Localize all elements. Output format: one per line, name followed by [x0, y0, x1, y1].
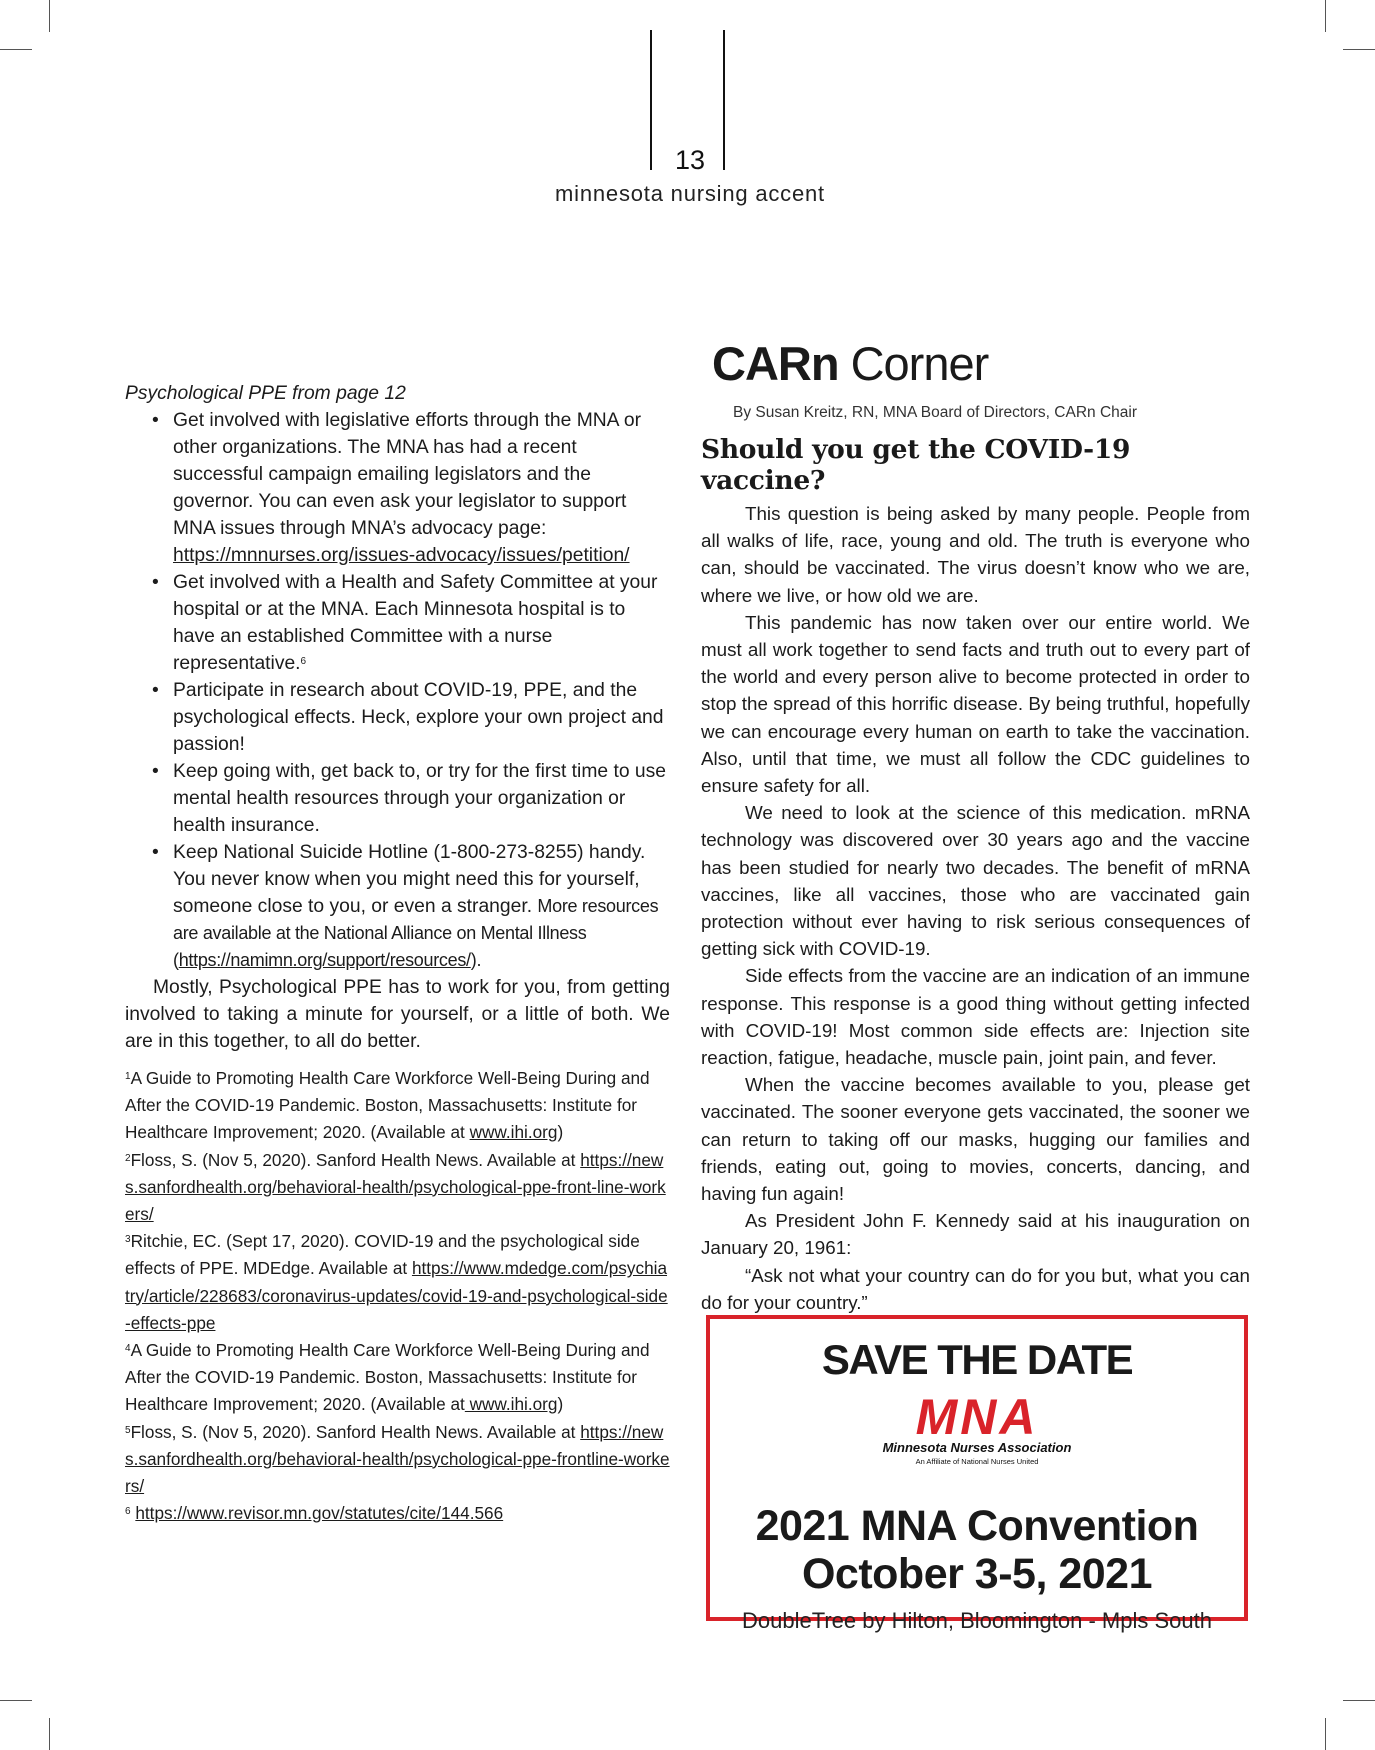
crop-mark [0, 49, 32, 50]
page-number: 13 [674, 145, 706, 175]
byline: By Susan Kreitz, RN, MNA Board of Directors, CARn Chair [733, 404, 1137, 421]
list-item: • Keep National Suicide Hotline (1-800-273-8255) handy. You never know when you might need this for yourself, someone close to you, or even a stranger. More resources are available at the National Alliance on Mental Illness (https://namimn.org/support/resources/). [125, 839, 670, 974]
bullet-list [125, 407, 670, 974]
crop-mark [1343, 49, 1375, 50]
paragraph: This question is being asked by many people. People from all walks of life, race, young and old. The truth is everyone who can, should be vaccinated. The virus doesn’t know who we are, where we live, or how old we are. [701, 503, 1250, 606]
crop-mark [49, 1718, 50, 1750]
footnote: $^1$A Guide to Promoting Health Care Workforce Well-Being During and After the COVID-19 Pandemic. Boston, Massachusetts: Institute for Healthcare Improvement; 2020. (Available at www.ihi.org) [125, 1068, 650, 1143]
crop-mark [0, 1700, 32, 1701]
footnote: $^5$Floss, S. (Nov 5, 2020). Sanford Health News. Available at https://news.sanfordhealth.org/behavioral-health/psychological-ppe-frontline-workers/ [125, 1421, 670, 1497]
right-column [701, 337, 1250, 1316]
list-item: • Participate in research about COVID-19, PPE, and the psychological effects. Heck, explore your own project and passion! [125, 677, 670, 758]
logo-org-name: Minnesota Nurses Association [882, 1440, 1072, 1455]
logo-letters: MNA [915, 1389, 1039, 1445]
publication-name: minnesota nursing accent [555, 181, 825, 206]
list-item: • Keep going with, get back to, or try for the first time to use mental health resources through your organization or health insurance. [125, 758, 670, 839]
logo-affiliate: An Affiliate of National Nurses United [915, 1457, 1039, 1466]
section-title: CARn Corner [712, 337, 989, 390]
paragraph: As President John F. Kennedy said at his inauguration on January 20, 1961: [701, 1210, 1250, 1259]
footnote: $^4$A Guide to Promoting Health Care Workforce Well-Being During and After the COVID-19 Pandemic. Boston, Massachusetts: Institute for Healthcare Improvement; 2020. (Available at www.ihi.org) [125, 1340, 650, 1415]
paragraph: Side effects from the vaccine are an indication of an immune response. This response is a good thing without getting infected with COVID-19! Most common side effects are: Injection site reaction, fatigue, headache, muscle pain, joint pain, and fever. [701, 965, 1250, 1069]
footnote-link[interactable]: www.ihi.org [469, 1122, 558, 1143]
paragraph: This pandemic has now taken over our entire world. We must all work together to send facts and truth out to every part of the world and every person alive to become protected in order to stop the spread of this horrific disease. By being truthful, hopefully we can encourage every human on earth to take the vaccination. Also, until that time, we must all follow the CDC guidelines to ensure safety for all. [701, 611, 1250, 797]
list-item: • Get involved with legislative efforts through the MNA or other organizations. The MNA has had a recent successful campaign emailing legislators and the governor. You can even ask your legislator to support MNA issues through MNA’s advocacy page: https://mnnurses.org/issues-advocacy/issues/petition/ [125, 407, 670, 569]
paragraph: When the vaccine becomes available to you, please get vaccinated. The sooner everyone gets vaccinated, the sooner we can return to taking off our masks, hugging our families and friends, eating out, going to movies, concerts, dancing, and having fun again! [701, 1074, 1250, 1205]
paragraph: “Ask not what your country can do for you but, what you can do for your country.” [701, 1264, 1250, 1313]
footnote: $^6$ https://www.revisor.mn.gov/statutes/cite/144.566 [125, 1503, 504, 1524]
article-headline: Should you get the COVID-19 vaccine? [701, 434, 1131, 496]
footnote-link[interactable]: https://news.sanfordhealth.org/behavioral-health/psychological-ppe-frontline-workers/ [125, 1421, 670, 1497]
event-venue: DoubleTree by Hilton, Bloomington - Mpls South [742, 1608, 1212, 1633]
footnote: $^2$Floss, S. (Nov 5, 2020). Sanford Health News. Available at https://news.sanfordhealth.org/behavioral-health/psychological-ppe-front-line-workers/ [125, 1149, 666, 1225]
nami-link[interactable]: https://namimn.org/support/resources/ [178, 950, 471, 970]
footnote-link[interactable]: www.ihi.org [464, 1394, 558, 1415]
header-rule-right [723, 30, 725, 170]
mna-logo [877, 1389, 1077, 1476]
continued-from: Psychological PPE from page 12 [125, 383, 406, 404]
footnote: $^3$Ritchie, EC. (Sept 17, 2020). COVID-19 and the psychological side effects of PPE. MDEdge. Available at https://www.mdedge.com/psychiatry/article/228683/coronavirus-updates/covid-19-and-psychological-side-effects-ppe [125, 1231, 668, 1333]
crop-mark [1325, 0, 1326, 32]
ad-title: SAVE THE DATE [821, 1336, 1133, 1383]
footnotes [125, 1065, 670, 1527]
footnote-link[interactable]: https://www.mdedge.com/psychiatry/article/228683/coronavirus-updates/covid-19-and-psychological-side-effects-ppe [125, 1258, 668, 1333]
advocacy-link[interactable]: https://mnnurses.org/issues-advocacy/issues/petition/ [173, 545, 630, 566]
footnote-link[interactable]: https://news.sanfordhealth.org/behavioral-health/psychological-ppe-front-line-workers/ [125, 1149, 666, 1225]
header-rule-left [650, 30, 652, 170]
crop-mark [1343, 1700, 1375, 1701]
crop-mark [49, 0, 50, 32]
list-item: • Get involved with a Health and Safety Committee at your hospital or at the MNA. Each Minnesota hospital is to have an established Committee with a nurse representative.$^6$ [125, 569, 670, 677]
article-body [701, 500, 1250, 1316]
left-column [125, 380, 670, 1527]
event-name: 2021 MNA Convention October 3-5, 2021 [755, 1502, 1199, 1598]
save-the-date-ad [706, 1315, 1248, 1633]
footnote-link[interactable]: https://www.revisor.mn.gov/statutes/cite/144.566 [135, 1503, 504, 1524]
paragraph: We need to look at the science of this medication. mRNA technology was discovered over 30 years ago and the vaccine has been studied for nearly two decades. The benefit of mRNA vaccines, like all vaccines, those who are vaccinated gain protection without ever having to risk serious consequences of getting sick with COVID-19. [701, 802, 1250, 960]
crop-mark [1325, 1718, 1326, 1750]
closing-paragraph: Mostly, Psychological PPE has to work for you, from getting involved to taking a minute for yourself, or a little of both. We are in this together, to all do better. [125, 977, 670, 1052]
